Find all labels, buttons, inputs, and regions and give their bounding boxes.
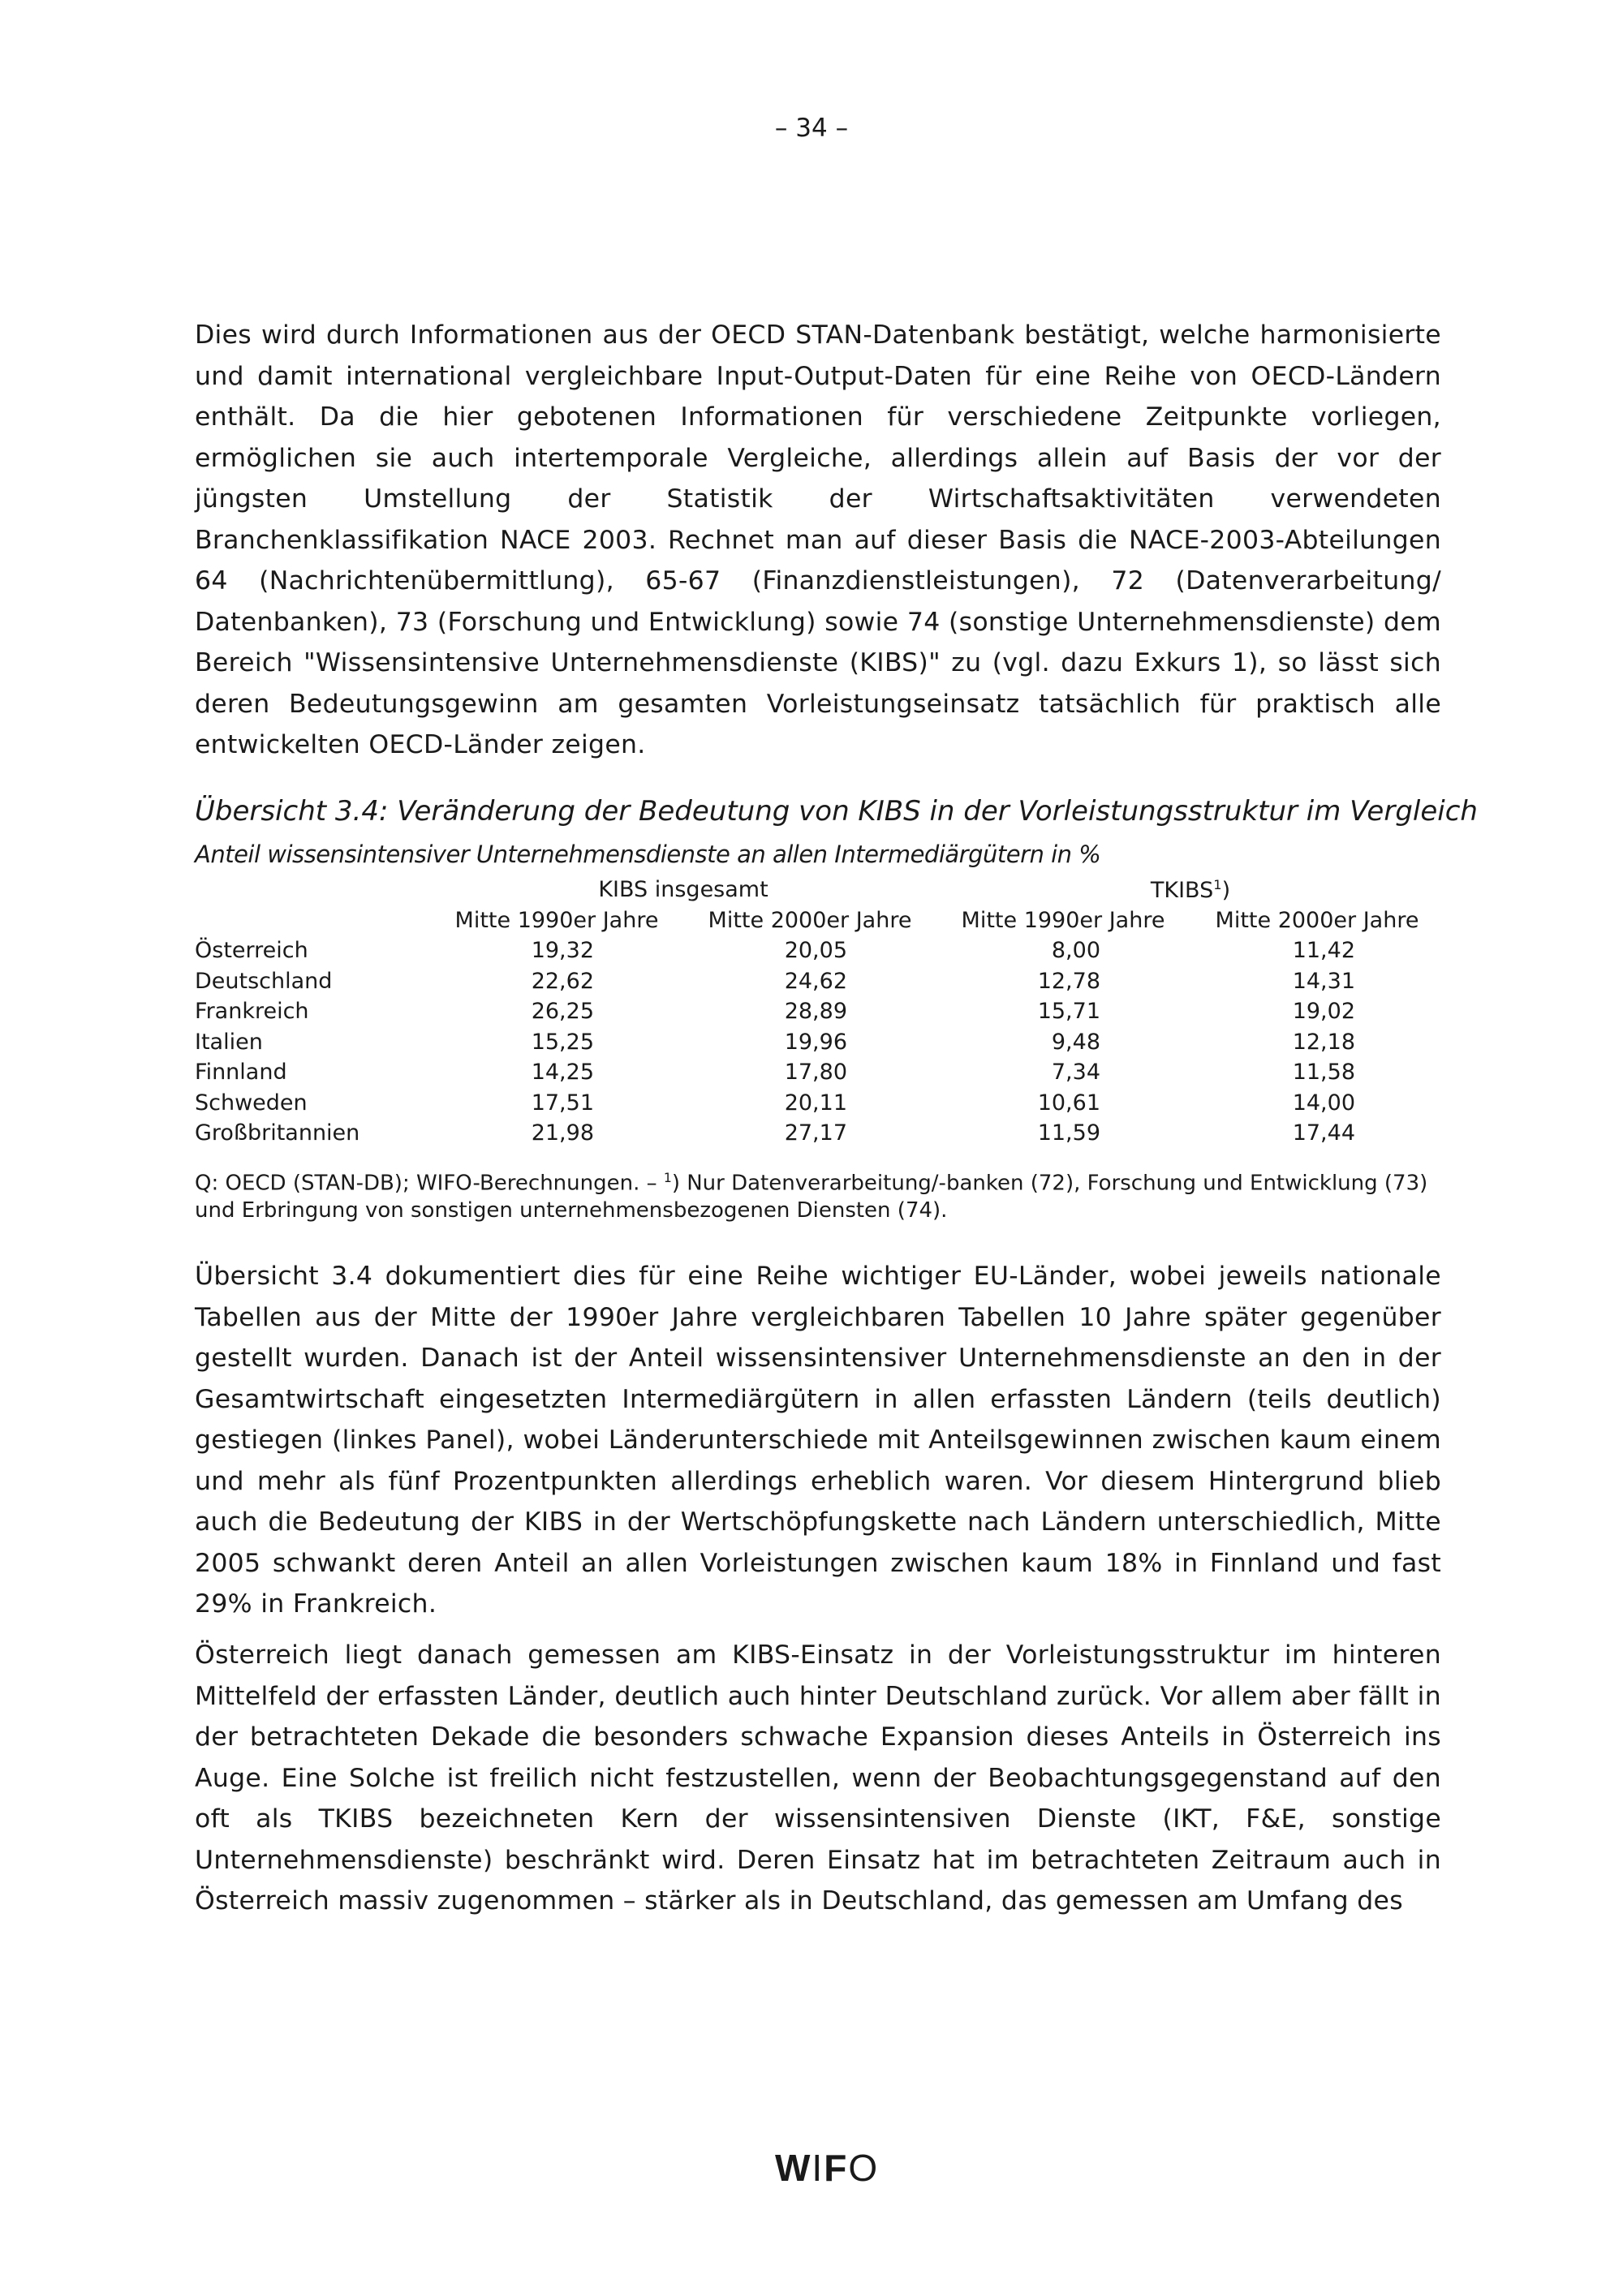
table-row (195, 966, 1444, 997)
value-cell: 12,18 (1292, 1029, 1355, 1055)
value-cell: 15,25 (531, 1029, 594, 1055)
value-cell: 11,58 (1292, 1060, 1355, 1086)
table-source-note (195, 1165, 1444, 1224)
table-row (195, 1118, 1444, 1149)
value-cell: 8,00 (1051, 938, 1100, 964)
value-cell: 22,62 (531, 968, 594, 994)
table-row (195, 996, 1444, 1027)
paragraph-2: Übersicht 3.4 dokumentiert dies für eine Reihe wichtiger EU-Länder, wobei jeweils nationale Tabellen aus der Mitte der 1990er Jahre vergleichbaren Tabellen 10 Jahre später gegenüber gestellt wurden. Danach ist der Anteil wissensintensiver Unternehmensdienste an den in der Gesamtwirtschaft eingesetzten Intermediärgütern in allen erfassten Ländern (teils deutlich) gestiegen (linkes Panel), wobei Länderunterschiede mit Anteilsgewinnen zwischen kaum einem und mehr als fünf Prozentpunkten allerdings erheblich waren. Vor diesem Hintergrund blieb auch die Bedeutung der KIBS in der Wertschöpfungskette nach Ländern unterschiedlich, Mitte 2005 schwankt deren Anteil an allen Vorleistungen zwischen kaum 18% in Finnland und fast 29% in Frankreich. (195, 1262, 1441, 1619)
logo-o: O (848, 2147, 880, 2189)
value-cell: 27,17 (784, 1120, 847, 1146)
value-cell: 14,25 (531, 1060, 594, 1086)
value-cell: 28,89 (784, 999, 847, 1025)
group-header-tkibs (936, 875, 1444, 905)
country-cell: Finnland (195, 1060, 287, 1086)
country-cell: Großbritannien (195, 1120, 360, 1146)
column-header: Mitte 1990er Jahre (454, 907, 659, 933)
table-row (195, 1057, 1444, 1088)
table-group-header-row (195, 875, 1444, 905)
table-row (195, 1088, 1444, 1119)
paragraph-1: Dies wird durch Informationen aus der OECD STAN-Datenbank bestätigt, welche harmonisierte und damit international vergleichbare Input-Output-Daten für eine Reihe von OECD-Ländern enthält. Da die hier gebotenen Informationen für verschiedene Zeitpunkte vorliegen, ermöglichen sie auch intertemporale Vergleiche, allerdings allein auf Basis der vor der jüngsten Umstellung der Statistik der Wirtschaftsaktivitäten verwendeten Branchenklassifikation NACE 2003. Rechnet man auf dieser Basis die NACE-2003-Abteilungen 64 (Nachrichtenübermittlung), 65-67 (Finanzdienstleistungen), 72 (Datenverarbeitung/ Datenbanken), 73 (Forschung und Entwicklung) sowie 74 (sonstige Unternehmensdienste) dem Bereich "Wissensintensive Unternehmensdienste (KIBS)" zu (vgl. dazu Exkurs 1), so lässt sich deren Bedeutungsgewinn am gesamten Vorleistungseinsatz tatsächlich für praktisch alle entwickelten OECD-Länder zeigen. (195, 320, 1441, 759)
wifo-logo (775, 2146, 879, 2190)
value-cell: 12,78 (1037, 968, 1100, 994)
logo-bar: I (812, 2147, 824, 2189)
value-cell: 14,00 (1292, 1090, 1355, 1116)
value-cell: 7,34 (1051, 1060, 1100, 1086)
value-cell: 10,61 (1037, 1090, 1100, 1116)
footnote-paren: ) (1221, 877, 1231, 903)
footnote-marker: 1 (1213, 876, 1222, 892)
column-header: Mitte 2000er Jahre (708, 907, 912, 933)
country-cell: Deutschland (195, 968, 333, 994)
value-cell: 20,11 (784, 1090, 847, 1116)
note-footnote-text: ) Nur Datenverarbeitung/-banken (72), Forschung und Entwicklung (73) und Erbringung von sonstigen unternehmensbezogenen Diensten (74). (195, 1171, 1428, 1223)
value-cell: 20,05 (784, 938, 847, 964)
value-cell: 19,32 (531, 938, 594, 964)
table-subtitle: Anteil wissensintensiver Unternehmensdienste an allen Intermediärgütern in % (195, 841, 1101, 868)
value-cell: 24,62 (784, 968, 847, 994)
value-cell: 15,71 (1037, 999, 1100, 1025)
value-cell: 14,31 (1292, 968, 1355, 994)
note-source: Q: OECD (STAN-DB); WIFO-Berechnungen. – (195, 1171, 664, 1196)
table-row (195, 935, 1444, 966)
page-number: – 34 – (774, 114, 849, 143)
country-cell: Frankreich (195, 999, 309, 1025)
value-cell: 17,51 (531, 1090, 594, 1116)
value-cell: 26,25 (531, 999, 594, 1025)
kibs-table (195, 875, 1444, 1149)
value-cell: 11,42 (1292, 938, 1355, 964)
logo-f: F (824, 2147, 849, 2189)
value-cell: 21,98 (531, 1120, 594, 1146)
table-subheader-row (195, 905, 1444, 936)
value-cell: 11,59 (1037, 1120, 1100, 1146)
note-footnote-marker: 1 (663, 1171, 672, 1185)
column-header: Mitte 1990er Jahre (961, 907, 1165, 933)
paragraph-3: Österreich liegt danach gemessen am KIBS-Einsatz in der Vorleistungsstruktur im hinteren Mittelfeld der erfassten Länder, deutlich auch hinter Deutschland zurück. Vor allem aber fällt in der betrachteten Dekade die besonders schwache Expansion dieses Anteils in Österreich ins Auge. Eine Solche ist freilich nicht festzustellen, wenn der Beobachtungsgegenstand auf den oft als TKIBS bezeichneten Kern der wissensintensiven Dienste (IKT, F&E, sonstige Unternehmensdienste) beschränkt wird. Deren Einsatz hat im betrachteten Zeitraum auch in Österreich massiv zugenommen – stärker als in Deutschland, das gemessen am Umfang des (195, 1640, 1441, 1915)
value-cell: 19,02 (1292, 999, 1355, 1025)
table-title: Übersicht 3.4: Veränderung der Bedeutung von KIBS in der Vorleistungsstruktur im Vergleich (195, 795, 1478, 828)
country-cell: Österreich (195, 938, 308, 964)
value-cell: 19,96 (784, 1029, 847, 1055)
value-cell: 17,44 (1292, 1120, 1355, 1146)
column-header: Mitte 2000er Jahre (1215, 907, 1419, 933)
value-cell: 9,48 (1051, 1029, 1100, 1055)
value-cell: 17,80 (784, 1060, 847, 1086)
country-cell: Italien (195, 1029, 263, 1055)
group-header-tkibs-label: TKIBS (1150, 877, 1214, 903)
group-header-kibs: KIBS insgesamt (598, 877, 768, 903)
table-row (195, 1027, 1444, 1058)
logo-w: W (775, 2147, 812, 2189)
country-cell: Schweden (195, 1090, 308, 1116)
